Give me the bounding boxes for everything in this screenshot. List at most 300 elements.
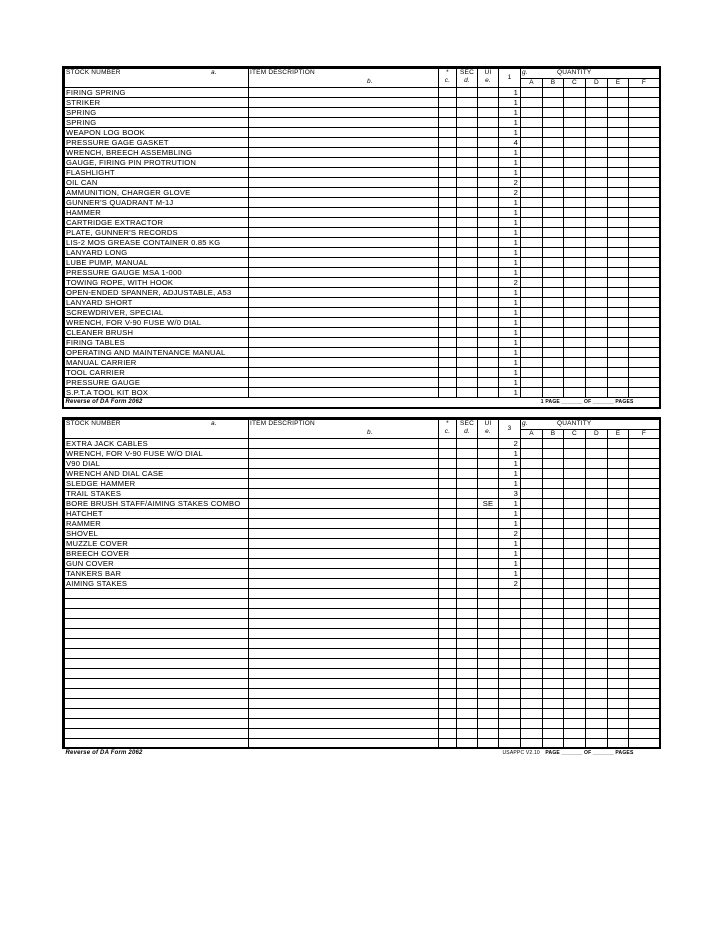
quantity-d-cell [586, 589, 608, 599]
qty-cell: 1 [499, 88, 521, 98]
qty-cell: 1 [499, 328, 521, 338]
quantity-e-cell [608, 228, 629, 238]
quantity-e-cell [608, 198, 629, 208]
table-row [65, 108, 660, 118]
quantity-e-cell [608, 238, 629, 248]
quantity-e-cell [608, 539, 629, 549]
table-row [65, 719, 660, 729]
table-row [65, 649, 660, 659]
quantity-e-cell [608, 589, 629, 599]
quantity-d-cell [586, 208, 608, 218]
star-cell [439, 348, 457, 358]
quantity-e-cell [608, 669, 629, 679]
quantity-d-cell [586, 118, 608, 128]
quantity-e-cell [608, 388, 629, 398]
item-description-cell [249, 238, 439, 248]
ui-cell [478, 378, 499, 388]
quantity-d-cell [586, 609, 608, 619]
qty-cell: 1 [499, 238, 521, 248]
item-description-cell [249, 499, 439, 509]
quantity-f-cell [629, 619, 660, 629]
item-description-cell [249, 649, 439, 659]
sec-cell [457, 108, 478, 118]
sec-cell [457, 719, 478, 729]
qty-cell: 1 [499, 108, 521, 118]
ui-cell [478, 358, 499, 368]
item-name-cell: FIRING SPRING [65, 88, 249, 98]
ui-cell [478, 699, 499, 709]
item-description-cell [249, 318, 439, 328]
ui-cell [478, 679, 499, 689]
sec-cell [457, 348, 478, 358]
quantity-f-cell [629, 729, 660, 739]
star-cell [439, 88, 457, 98]
quantity-a-cell [521, 288, 543, 298]
item-description-cell [249, 669, 439, 679]
quantity-f-cell [629, 669, 660, 679]
sec-cell [457, 449, 478, 459]
item-name-cell [65, 639, 249, 649]
star-cell [439, 388, 457, 398]
quantity-d-cell [586, 499, 608, 509]
quantity-a-cell [521, 709, 543, 719]
form-1-body [65, 69, 660, 408]
qty-cell [499, 599, 521, 609]
qty-cell [499, 629, 521, 639]
item-name-cell: OPEN-ENDED SPANNER, ADJUSTABLE, A53 [65, 288, 249, 298]
item-description-cell [249, 348, 439, 358]
quantity-f-cell [629, 589, 660, 599]
stock-number-header [65, 420, 249, 439]
quantity-d-cell [586, 489, 608, 499]
quantity-e-cell [608, 128, 629, 138]
quantity-f-cell [629, 358, 660, 368]
quantity-c-cell [564, 328, 586, 338]
quantity-b-cell [543, 388, 564, 398]
quantity-a-cell [521, 318, 543, 328]
item-description-cell [249, 589, 439, 599]
quantity-d-cell [586, 228, 608, 238]
qty-cell: 1 [499, 118, 521, 128]
sec-cell [457, 699, 478, 709]
item-name-cell: SCREWDRIVER, SPECIAL [65, 308, 249, 318]
quantity-e-cell [608, 368, 629, 378]
quantity-b-cell [543, 669, 564, 679]
quantity-a-cell [521, 248, 543, 258]
quantity-c-cell [564, 198, 586, 208]
quantity-b-cell [543, 258, 564, 268]
quantity-col-f: F [629, 79, 660, 88]
qty-cell: 1 [499, 469, 521, 479]
star-cell [439, 679, 457, 689]
quantity-a-cell [521, 469, 543, 479]
quantity-f-cell [629, 579, 660, 589]
quantity-b-cell [543, 589, 564, 599]
quantity-a-cell [521, 699, 543, 709]
quantity-d-cell [586, 549, 608, 559]
ui-cell [478, 98, 499, 108]
star-cell [439, 599, 457, 609]
sec-cell [457, 509, 478, 519]
quantity-b-cell [543, 719, 564, 729]
quantity-b-cell [543, 569, 564, 579]
quantity-e-cell [608, 338, 629, 348]
quantity-d-cell [586, 509, 608, 519]
ui-cell [478, 459, 499, 469]
form-reference: Reverse of DA Form 2062 [65, 399, 143, 405]
table-row [65, 88, 660, 98]
table-row [65, 609, 660, 619]
quantity-b-cell [543, 599, 564, 609]
item-name-cell [65, 719, 249, 729]
quantity-e-cell [608, 549, 629, 559]
item-description-cell [249, 138, 439, 148]
quantity-d-cell [586, 98, 608, 108]
quantity-e-cell [608, 378, 629, 388]
quantity-e-cell [608, 579, 629, 589]
ui-cell [478, 559, 499, 569]
ui-cell [478, 308, 499, 318]
col-d-label: d. [464, 428, 470, 435]
item-description-header [249, 420, 439, 439]
quantity-f-cell [629, 258, 660, 268]
quantity-b-cell [543, 479, 564, 489]
qty-cell: 1 [499, 148, 521, 158]
quantity-d-cell [586, 679, 608, 689]
item-description-cell [249, 378, 439, 388]
table-row [65, 639, 660, 649]
sec-cell [457, 118, 478, 128]
quantity-e-cell [608, 288, 629, 298]
table-row [65, 659, 660, 669]
quantity-f-cell [629, 519, 660, 529]
quantity-a-cell [521, 459, 543, 469]
quantity-c-cell [564, 168, 586, 178]
quantity-e-cell [608, 629, 629, 639]
quantity-d-cell [586, 358, 608, 368]
sec-cell [457, 689, 478, 699]
quantity-d-cell [586, 569, 608, 579]
quantity-e-cell [608, 208, 629, 218]
item-description-cell [249, 449, 439, 459]
qty-cell: 1 [499, 559, 521, 569]
item-name-cell: WRENCH AND DIAL CASE [65, 469, 249, 479]
item-name-cell: SPRING [65, 108, 249, 118]
quantity-b-cell [543, 298, 564, 308]
star-cell [439, 449, 457, 459]
header-row [65, 420, 660, 430]
quantity-b-cell [543, 529, 564, 539]
ui-cell [478, 629, 499, 639]
star-cell [439, 128, 457, 138]
item-name-cell: TRAIL STAKES [65, 489, 249, 499]
item-description-cell [249, 158, 439, 168]
quantity-b-cell [543, 198, 564, 208]
ui-cell [478, 188, 499, 198]
item-description-cell [249, 208, 439, 218]
quantity-b-cell [543, 739, 564, 749]
table-row [65, 238, 660, 248]
sec-cell [457, 148, 478, 158]
quantity-f-cell [629, 198, 660, 208]
table-row [65, 278, 660, 288]
item-name-cell: GUN COVER [65, 559, 249, 569]
quantity-c-cell [564, 148, 586, 158]
table-row [65, 388, 660, 398]
table-row [65, 459, 660, 469]
quantity-b-cell [543, 348, 564, 358]
quantity-a-cell [521, 559, 543, 569]
item-name-cell [65, 649, 249, 659]
item-description-cell [249, 108, 439, 118]
ui-cell [478, 288, 499, 298]
quantity-d-cell [586, 629, 608, 639]
table-row [65, 469, 660, 479]
quantity-e-cell [608, 479, 629, 489]
form-1-table [64, 68, 660, 407]
ui-cell [478, 298, 499, 308]
quantity-d-cell [586, 368, 608, 378]
quantity-header [521, 420, 660, 430]
ui-cell [478, 268, 499, 278]
quantity-e-cell [608, 509, 629, 519]
quantity-d-cell [586, 539, 608, 549]
quantity-a-cell [521, 358, 543, 368]
col-c-label: c. [444, 428, 451, 435]
table-row [65, 358, 660, 368]
quantity-e-cell [608, 108, 629, 118]
col-c-label: c. [444, 77, 451, 84]
star-cell [439, 338, 457, 348]
quantity-a-cell [521, 298, 543, 308]
quantity-d-cell [586, 649, 608, 659]
quantity-c-cell [564, 128, 586, 138]
ui-cell [478, 469, 499, 479]
quantity-e-cell [608, 569, 629, 579]
qty-cell: 1 [499, 208, 521, 218]
quantity-d-cell [586, 459, 608, 469]
quantity-f-cell [629, 288, 660, 298]
quantity-f-cell [629, 439, 660, 449]
quantity-a-cell [521, 258, 543, 268]
quantity-f-cell [629, 238, 660, 248]
qty-cell: 1 [499, 98, 521, 108]
qty-cell [499, 649, 521, 659]
quantity-c-cell [564, 689, 586, 699]
item-name-cell: V90 DIAL [65, 459, 249, 469]
quantity-c-cell [564, 679, 586, 689]
quantity-d-cell [586, 709, 608, 719]
ui-cell [478, 318, 499, 328]
sec-cell [457, 158, 478, 168]
item-name-cell: PLATE, GUNNER'S RECORDS [65, 228, 249, 238]
quantity-f-cell [629, 108, 660, 118]
table-row [65, 629, 660, 639]
quantity-col-d: D [586, 430, 608, 439]
quantity-e-cell [608, 519, 629, 529]
sec-cell [457, 549, 478, 559]
qty-cell: 1 [499, 358, 521, 368]
sec-cell [457, 649, 478, 659]
quantity-b-cell [543, 88, 564, 98]
quantity-b-cell [543, 318, 564, 328]
quantity-d-cell [586, 318, 608, 328]
item-description-cell [249, 609, 439, 619]
qty-cell: 1 [499, 198, 521, 208]
quantity-a-cell [521, 739, 543, 749]
quantity-c-cell [564, 439, 586, 449]
star-cell [439, 629, 457, 639]
item-description-cell [249, 659, 439, 669]
quantity-c-cell [564, 228, 586, 238]
quantity-a-cell [521, 348, 543, 358]
qty-cell [499, 619, 521, 629]
qty-cell [499, 729, 521, 739]
col-e-label: e. [485, 77, 491, 84]
quantity-b-cell [543, 358, 564, 368]
quantity-b-cell [543, 679, 564, 689]
star-cell [439, 499, 457, 509]
quantity-e-cell [608, 619, 629, 629]
stock-number-header [65, 69, 249, 88]
quantity-c-cell [564, 649, 586, 659]
quantity-a-cell [521, 629, 543, 639]
version-label: USAPPC V2.10 [502, 750, 540, 756]
quantity-f-cell [629, 699, 660, 709]
quantity-c-cell [564, 539, 586, 549]
quantity-c-cell [564, 479, 586, 489]
sec-cell [457, 328, 478, 338]
quantity-a-cell [521, 549, 543, 559]
sec-cell [457, 469, 478, 479]
ui-cell [478, 529, 499, 539]
ui-cell [478, 439, 499, 449]
table-row [65, 378, 660, 388]
item-description-cell [249, 308, 439, 318]
sec-cell [457, 499, 478, 509]
footer-cell [65, 398, 660, 408]
quantity-a-cell [521, 649, 543, 659]
quantity-d-cell [586, 439, 608, 449]
item-description-cell [249, 248, 439, 258]
quantity-f-cell [629, 679, 660, 689]
quantity-f-cell [629, 298, 660, 308]
quantity-e-cell [608, 188, 629, 198]
item-description-cell [249, 629, 439, 639]
quantity-e-cell [608, 459, 629, 469]
quantity-a-cell [521, 238, 543, 248]
quantity-c-cell [564, 288, 586, 298]
quantity-f-cell [629, 268, 660, 278]
quantity-f-cell [629, 459, 660, 469]
quantity-d-cell [586, 469, 608, 479]
table-row [65, 689, 660, 699]
stock-number-label: STOCK NUMBER [66, 420, 121, 427]
quantity-a-cell [521, 589, 543, 599]
item-description-cell [249, 358, 439, 368]
star-cell [439, 358, 457, 368]
sec-cell [457, 659, 478, 669]
quantity-a-cell [521, 579, 543, 589]
quantity-a-cell [521, 128, 543, 138]
qty-cell [499, 679, 521, 689]
quantity-b-cell [543, 709, 564, 719]
quantity-col-f: F [629, 430, 660, 439]
col-e-label: e. [485, 428, 491, 435]
item-name-cell: LIS-2 MOS GREASE CONTAINER 0.85 KG [65, 238, 249, 248]
qty-cell [499, 639, 521, 649]
quantity-a-cell [521, 308, 543, 318]
sec-cell [457, 208, 478, 218]
item-name-cell: BREECH COVER [65, 549, 249, 559]
quantity-a-cell [521, 228, 543, 238]
quantity-c-cell [564, 118, 586, 128]
item-description-cell [249, 719, 439, 729]
quantity-f-cell [629, 168, 660, 178]
quantity-c-cell [564, 298, 586, 308]
item-description-cell [249, 469, 439, 479]
quantity-e-cell [608, 639, 629, 649]
star-cell [439, 559, 457, 569]
quantity-f-cell [629, 318, 660, 328]
item-name-cell [65, 669, 249, 679]
sec-cell [457, 128, 478, 138]
quantity-b-cell [543, 489, 564, 499]
form-2-table [64, 419, 660, 758]
item-name-cell: FIRING TABLES [65, 338, 249, 348]
ui-cell [478, 338, 499, 348]
qty-cell: 1 [499, 308, 521, 318]
sec-cell [457, 609, 478, 619]
item-description-cell [249, 729, 439, 739]
table-row [65, 298, 660, 308]
quantity-c-cell [564, 88, 586, 98]
ui-cell [478, 599, 499, 609]
qty-cell [499, 699, 521, 709]
quantity-e-cell [608, 729, 629, 739]
item-description-cell [249, 679, 439, 689]
quantity-c-cell [564, 619, 586, 629]
quantity-c-cell [564, 358, 586, 368]
item-description-cell [249, 709, 439, 719]
quantity-f-cell [629, 348, 660, 358]
quantity-a-cell [521, 519, 543, 529]
item-name-cell: LANYARD SHORT [65, 298, 249, 308]
quantity-c-cell [564, 449, 586, 459]
item-name-cell: PRESSURE GAUGE MSA 1-000 [65, 268, 249, 278]
sec-cell [457, 529, 478, 539]
quantity-a-cell [521, 368, 543, 378]
star-cell [439, 158, 457, 168]
quantity-e-cell [608, 328, 629, 338]
quantity-a-cell [521, 509, 543, 519]
table-row [65, 328, 660, 338]
quantity-f-cell [629, 308, 660, 318]
table-row [65, 288, 660, 298]
ui-cell [478, 569, 499, 579]
star-cell [439, 529, 457, 539]
quantity-d-cell [586, 278, 608, 288]
item-name-cell: SPRING [65, 118, 249, 128]
page-of-pages: PAGE _______ OF _______ PAGES [545, 750, 634, 756]
qty-cell: 1 [499, 449, 521, 459]
quantity-b-cell [543, 178, 564, 188]
quantity-e-cell [608, 298, 629, 308]
star-cell [439, 178, 457, 188]
quantity-col-b: B [543, 430, 564, 439]
quantity-b-cell [543, 539, 564, 549]
table-row [65, 739, 660, 749]
